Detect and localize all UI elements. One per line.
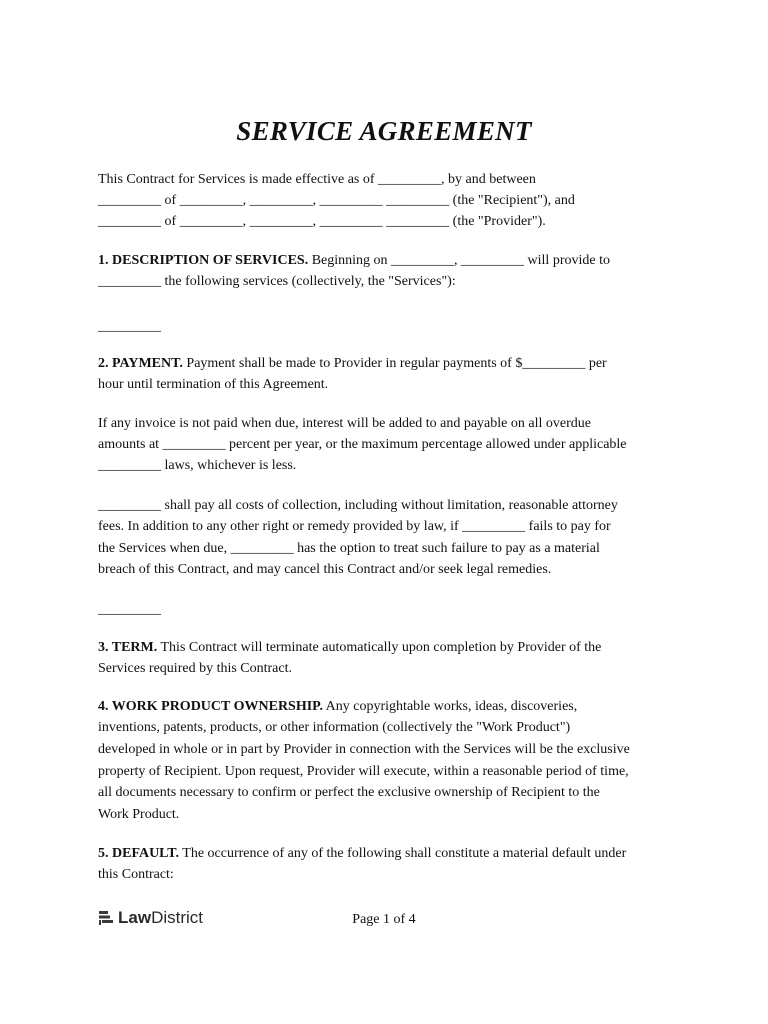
intro-line: _________ of _________, _________, _________ _________ (the "Provider"). <box>98 214 546 229</box>
section-3-line <box>98 639 601 657</box>
section-4-line <box>98 698 577 716</box>
paragraph-line: amounts at _________ percent per year, or the maximum percentage allowed under applicable <box>98 437 627 452</box>
section-2-heading: 2. PAYMENT. <box>98 356 183 371</box>
logo-text-district: District <box>151 908 204 927</box>
section-5-line: this Contract: <box>98 867 174 882</box>
section-3-heading: 3. TERM. <box>98 640 158 655</box>
section-4-line: property of Recipient. Upon request, Provider will execute, within a reasonable period of time, <box>98 764 629 779</box>
section-4-line: Work Product. <box>98 807 180 822</box>
section-5-heading: 5. DEFAULT. <box>98 846 180 861</box>
section-4-line: developed in whole or in part by Provider in connection with the Services will be the exclusive <box>98 742 630 757</box>
paragraph-line: fees. In addition to any other right or remedy provided by law, if _________ fails to pay for <box>98 519 611 534</box>
section-2-line <box>98 355 607 373</box>
section-1-text: Beginning on _________, _________ will provide to <box>308 253 610 268</box>
section-5-line <box>98 845 626 863</box>
logo-text-law: Law <box>118 908 152 927</box>
section-4-line: all documents necessary to confirm or perfect the exclusive ownership of Recipient to the <box>98 785 600 800</box>
section-2-line: hour until termination of this Agreement. <box>98 377 329 392</box>
paragraph-line: breach of this Contract, and may cancel this Contract and/or seek legal remedies. <box>98 562 552 577</box>
paragraph-line: _________ shall pay all costs of collection, including without limitation, reasonable attorney <box>98 498 618 513</box>
blank-line: _________ <box>98 602 161 617</box>
intro-line: _________ of _________, _________, _________ _________ (the "Recipient"), and <box>98 193 575 208</box>
section-4-line: inventions, patents, products, or other information (collectively the "Work Product") <box>98 720 571 735</box>
page-number: Page 1 of 4 <box>352 912 416 927</box>
section-4-heading: 4. WORK PRODUCT OWNERSHIP. <box>98 699 323 714</box>
paragraph-line: the Services when due, _________ has the option to treat such failure to pay as a material <box>98 541 600 556</box>
section-1-heading: 1. DESCRIPTION OF SERVICES. <box>98 253 309 268</box>
paragraph-line: _________ laws, whichever is less. <box>98 458 297 473</box>
section-3-text: This Contract will terminate automatically upon completion by Provider of the <box>157 640 602 655</box>
intro-line: This Contract for Services is made effective as of _________, by and between <box>98 172 536 187</box>
blank-line: _________ <box>98 319 161 334</box>
section-2-text: Payment shall be made to Provider in regular payments of $_________ per <box>182 356 607 371</box>
section-4-text: Any copyrightable works, ideas, discoveries, <box>322 699 578 714</box>
section-1-line <box>98 252 610 270</box>
section-5-text: The occurrence of any of the following shall constitute a material default under <box>179 846 627 861</box>
section-3-line: Services required by this Contract. <box>98 661 293 676</box>
document-title: SERVICE AGREEMENT <box>236 116 532 146</box>
section-1-line: _________ the following services (collectively, the "Services"): <box>98 274 456 289</box>
paragraph-line: If any invoice is not paid when due, interest will be added to and payable on all overdue <box>98 416 591 431</box>
